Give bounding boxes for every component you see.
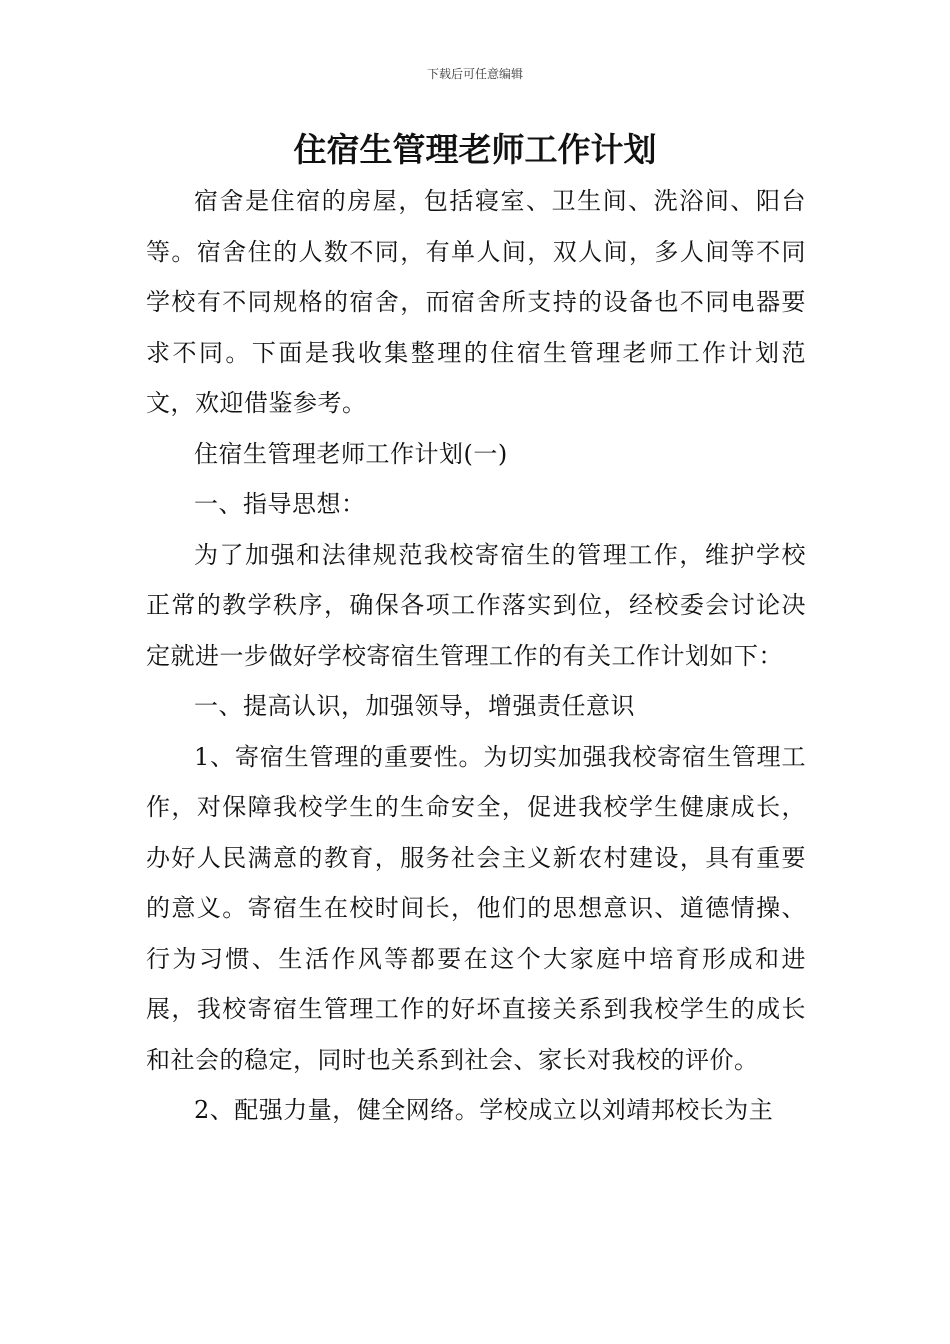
- document-title: 住宿生管理老师工作计划: [293, 130, 657, 169]
- intro-paragraph: 宿舍是住宿的房屋，包括寝室、卫生间、洗浴间、阳台等。宿舍住的人数不同，有单人间，双人间，多人间等不同学校有不同规格的宿舍，而宿舍所支持的设备也不同电器要求不同。下面是我收集整理的住宿生管理老师工作计划范文，欢迎借鉴参考。: [146, 187, 806, 417]
- header-note: 下载后可任意编辑: [426, 67, 523, 81]
- section-heading-awareness: 一、提高认识，加强领导，增强责任意识: [194, 692, 635, 720]
- section-heading-guiding-thought: 一、指导思想：: [194, 490, 366, 518]
- importance-paragraph: 1、寄宿生管理的重要性。为切实加强我校寄宿生管理工作，对保障我校学生的生命安全，促进我校学生健康成长，办好人民满意的教育，服务社会主义新农村建设，具有重要的意义。寄宿生在校时间长，他们的思想意识、道德情操、行为习惯、生活作风等都要在这个大家庭中培育形成和进展，我校寄宿生管理工作的好坏直接关系到我校学生的成长和社会的稳定，同时也关系到社会、家长对我校的评价。: [146, 742, 806, 1074]
- document-body: [146, 176, 806, 1136]
- guiding-thought-paragraph: 为了加强和法律规范我校寄宿生的管理工作，维护学校正常的教学秩序，确保各项工作落实到位，经校委会讨论决定就进一步做好学校寄宿生管理工作的有关工作计划如下：: [146, 540, 806, 670]
- section-heading-plan-one: 住宿生管理老师工作计划(一): [194, 439, 508, 468]
- staffing-paragraph: 2、配强力量，健全网络。学校成立以刘靖邦校长为主: [194, 1096, 774, 1124]
